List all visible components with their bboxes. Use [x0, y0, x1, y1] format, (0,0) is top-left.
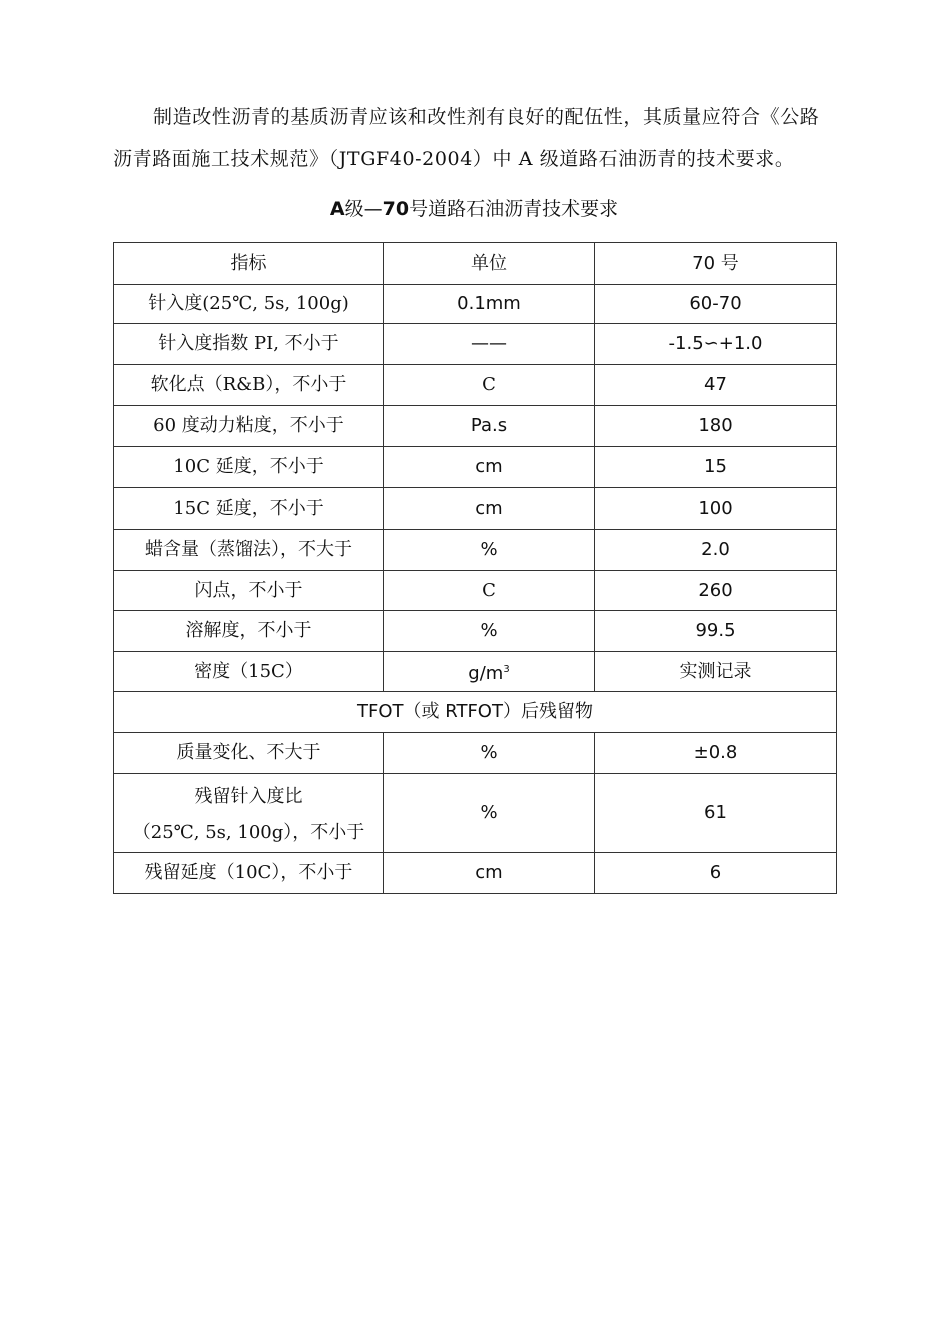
- table-row: [114, 530, 837, 571]
- row-unit: %: [384, 774, 595, 853]
- row-indicator-clip: [118, 777, 379, 849]
- section-row: [114, 692, 837, 733]
- row-unit: cm: [384, 447, 595, 488]
- row-indicator: 闪点，不小于: [114, 571, 384, 611]
- row-indicator: 10C 延度，不小于: [114, 447, 384, 488]
- row-indicator: 残留延度（10C），不小于: [114, 853, 384, 894]
- row-value: 6: [595, 853, 837, 894]
- row-unit: [384, 652, 595, 692]
- row-unit: ——: [384, 324, 595, 365]
- table-title-grade: 70: [382, 198, 410, 220]
- row-unit: cm: [384, 853, 595, 894]
- row-value: 100: [595, 488, 837, 530]
- table-row: [114, 324, 837, 365]
- row-unit: C: [384, 571, 595, 611]
- header-grade: 70 号: [595, 243, 837, 285]
- row-unit: %: [384, 611, 595, 652]
- header-unit: 单位: [384, 243, 595, 285]
- row-unit: Pa.s: [384, 406, 595, 447]
- table-row: [114, 285, 837, 324]
- table-title-prefix: A: [329, 198, 345, 220]
- row-value: 61: [595, 774, 837, 853]
- row-indicator: 溶解度，不小于: [114, 611, 384, 652]
- unit-base: g/m: [468, 662, 504, 684]
- row-indicator: 蜡含量（蒸馏法），不大于: [114, 530, 384, 571]
- row-indicator: 15C 延度，不小于: [114, 488, 384, 530]
- row-indicator: 质量变化、不大于: [114, 733, 384, 774]
- row-indicator: [114, 774, 384, 853]
- row-unit: %: [384, 733, 595, 774]
- row-unit: cm: [384, 488, 595, 530]
- table-title: [113, 192, 835, 226]
- row-value: 实测记录: [595, 652, 837, 692]
- table-row: [114, 853, 837, 894]
- row-unit: C: [384, 365, 595, 406]
- row-value: 180: [595, 406, 837, 447]
- table-header-row: [114, 243, 837, 285]
- row-indicator: 针入度(25℃, 5s, 100g): [114, 285, 384, 324]
- intro-paragraph: 制造改性沥青的基质沥青应该和改性剂有良好的配伍性，其质量应符合《公路沥青路面施工技术规范》（JTGF40-2004）中 A 级道路石油沥青的技术要求。: [113, 106, 820, 170]
- row-indicator: 密度（15C）: [114, 652, 384, 692]
- table-row: [114, 733, 837, 774]
- row-value: 47: [595, 365, 837, 406]
- table-row: [114, 611, 837, 652]
- table-title-mid: 级—: [344, 198, 383, 220]
- row-value: 15: [595, 447, 837, 488]
- row-value: 60-70: [595, 285, 837, 324]
- row-indicator-line2: （25℃, 5s, 100g），不小于: [132, 822, 365, 843]
- header-indicator: 指标: [114, 243, 384, 285]
- table-title-suffix: 号道路石油沥青技术要求: [409, 198, 619, 220]
- row-indicator-line1: 残留针入度比: [194, 786, 303, 807]
- table-row: [114, 488, 837, 530]
- unit-superscript: 3: [503, 663, 510, 675]
- section-label: TFOT（或 RTFOT）后残留物: [114, 692, 837, 733]
- row-unit: 0.1mm: [384, 285, 595, 324]
- asphalt-spec-table: [113, 242, 837, 894]
- row-indicator: 60 度动力粘度，不小于: [114, 406, 384, 447]
- table-row: [114, 571, 837, 611]
- row-value: 2.0: [595, 530, 837, 571]
- table-row: [114, 365, 837, 406]
- table-row: [114, 652, 837, 692]
- row-value: 260: [595, 571, 837, 611]
- row-indicator: 针入度指数 PI, 不小于: [114, 324, 384, 365]
- table-row: [114, 406, 837, 447]
- row-value: ±0.8: [595, 733, 837, 774]
- row-value: 99.5: [595, 611, 837, 652]
- row-indicator: 软化点（R&B），不小于: [114, 365, 384, 406]
- table-row: [114, 447, 837, 488]
- row-value: -1.5∽+1.0: [595, 324, 837, 365]
- table-row: [114, 774, 837, 853]
- row-unit: %: [384, 530, 595, 571]
